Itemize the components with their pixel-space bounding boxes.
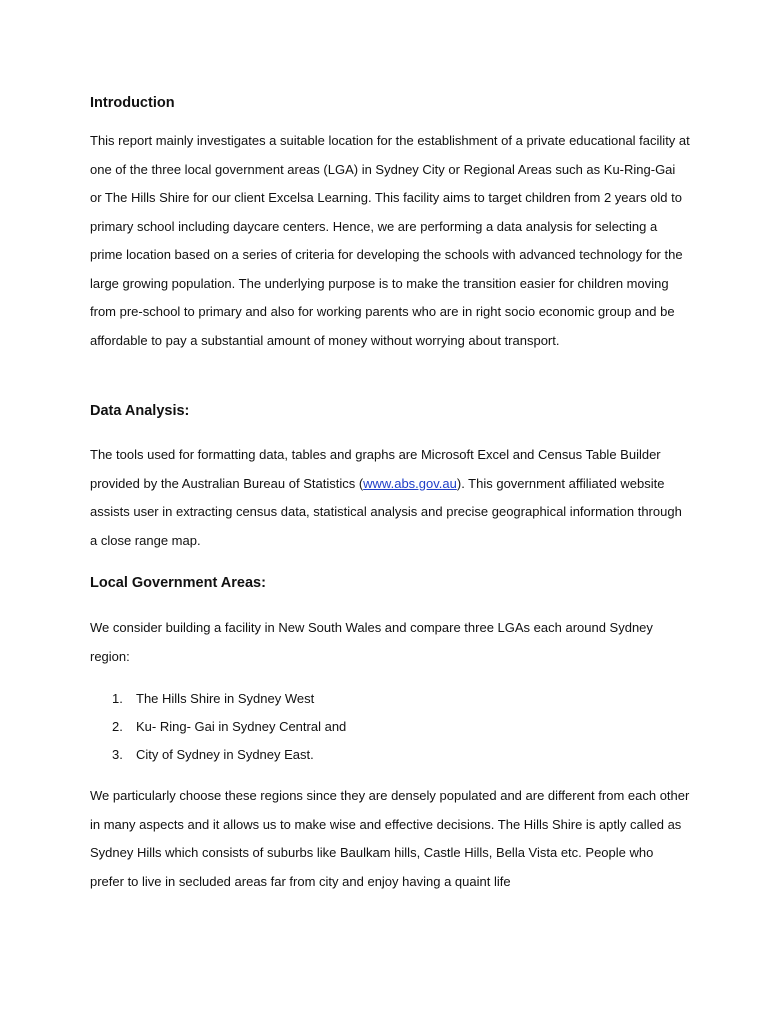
lga-list (90, 685, 346, 769)
introduction-heading: Introduction (90, 95, 175, 111)
regions-paragraph: We particularly choose these regions since they are densely populated and are different from each other in many aspects and it allows us to make wise and effective decisions. The Hills Shire is aptly called as Sydney Hills which consists of suburbs like Baulkam hills, Castle Hills, Bella Vista etc. People who prefer to live in secluded areas far from city and enjoy having a quaint life (90, 788, 690, 889)
list-item (90, 713, 346, 741)
list-item (90, 741, 346, 769)
list-item-text: City of Sydney in Sydney East. (136, 747, 314, 762)
list-item-number: 3. (112, 747, 123, 762)
local-government-areas-intro: We consider building a facility in New South Wales and compare three LGAs each around Sydney region: (90, 620, 653, 664)
list-item-text: The Hills Shire in Sydney West (136, 691, 315, 706)
data-analysis-heading: Data Analysis: (90, 403, 190, 419)
data-analysis-paragraph (90, 441, 690, 555)
local-government-areas-heading: Local Government Areas: (90, 575, 266, 591)
list-item-number: 1. (112, 691, 123, 706)
abs-website-link[interactable]: www.abs.gov.au (363, 475, 457, 491)
list-item-number: 2. (112, 719, 123, 734)
list-item (90, 685, 346, 713)
data-analysis-text-before-link: The tools used for formatting data, tables and graphs are Microsoft Excel and Census Table Builder provided by the Australian Bureau of Statistics ( (90, 447, 661, 491)
list-item-text: Ku- Ring- Gai in Sydney Central and (136, 719, 347, 734)
introduction-paragraph: This report mainly investigates a suitable location for the establishment of a private educational facility at one of the three local government areas (LGA) in Sydney City or Regional Areas such as Ku-Ring-Gai or The Hills Shire for our client Excelsa Learning. This facility aims to target children from 2 years old to primary school including daycare centers. Hence, we are performing a data analysis for selecting a prime location based on a series of criteria for developing the schools with advanced technology for the large growing population. The underlying purpose is to make the transition easier for children moving from pre-school to primary and also for working parents who are in right socio economic group and be affordable to pay a substantial amount of money without worrying about transport. (90, 133, 690, 348)
data-analysis-text-after-link: ). This government affiliated website assists user in extracting census data, statistical analysis and precise geographical information through a close range map. (90, 475, 682, 548)
